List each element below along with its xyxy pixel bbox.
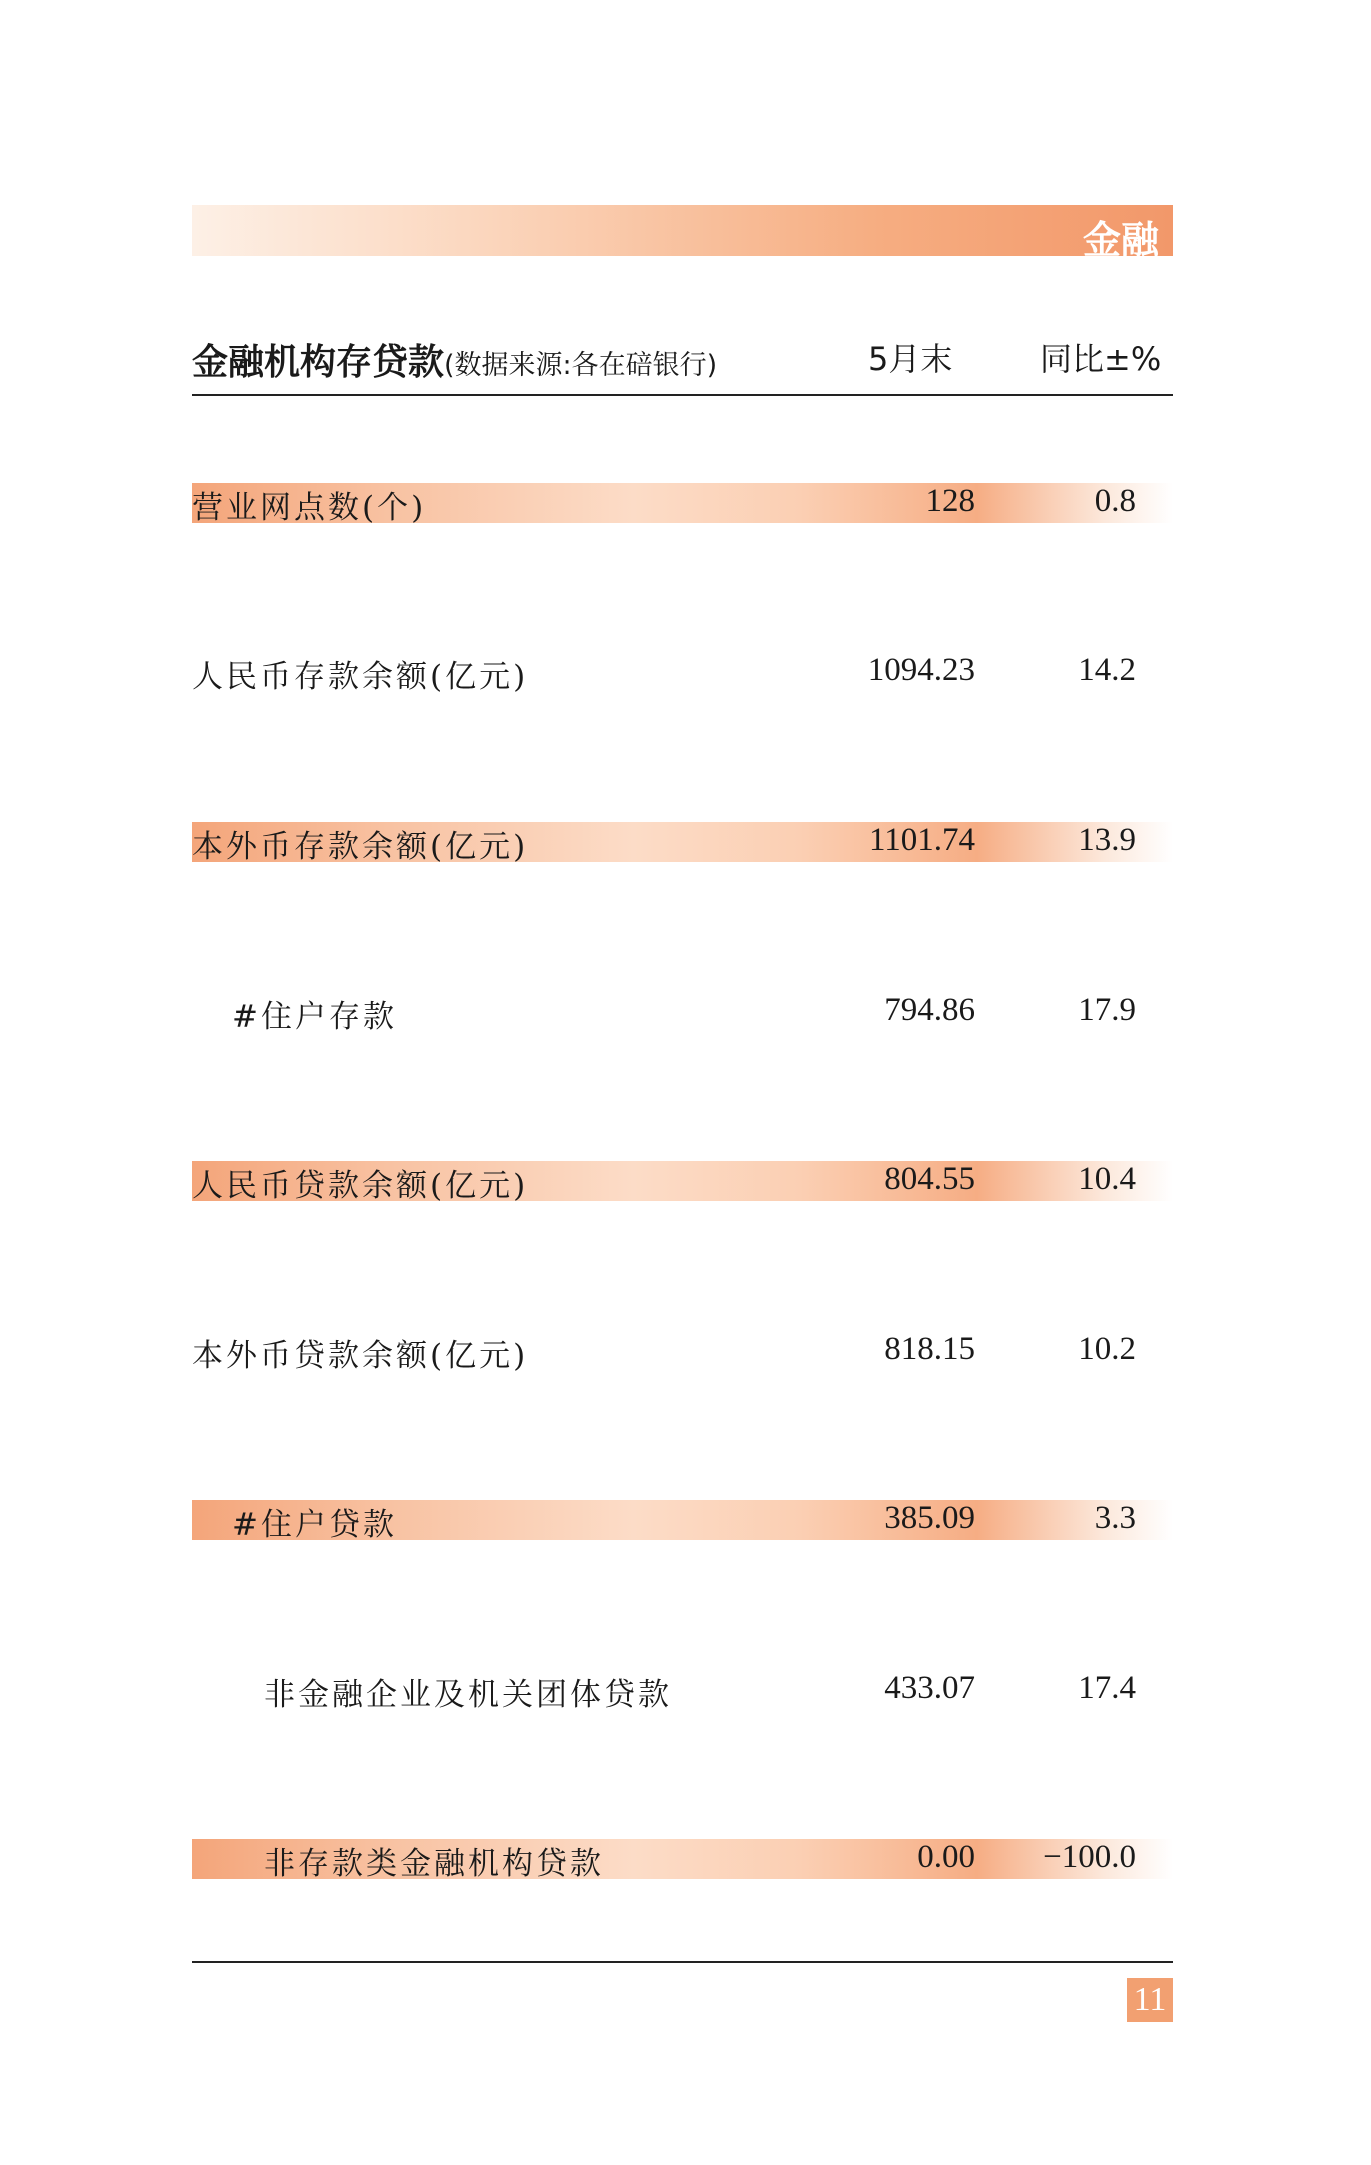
- footer-divider: [192, 1961, 1173, 1963]
- row-value: 0.00: [917, 1839, 975, 1875]
- row-change: −100.0: [1043, 1839, 1136, 1875]
- row-change: 10.2: [1078, 1331, 1136, 1367]
- row-label: #住户贷款: [232, 1507, 397, 1543]
- row-value: 794.86: [884, 992, 975, 1028]
- row-label: 本外币贷款余额(亿元): [192, 1338, 529, 1374]
- row-change: 17.4: [1078, 1670, 1136, 1706]
- row-change: 17.9: [1078, 992, 1136, 1028]
- row-value: 1094.23: [867, 652, 975, 688]
- table-title-text: 金融机构存贷款: [192, 342, 445, 383]
- row-label: 非存款类金融机构贷款: [264, 1846, 604, 1882]
- section-banner: [192, 205, 1173, 262]
- table-row: [192, 1161, 1173, 1204]
- page-number: 11: [1127, 1978, 1173, 2022]
- row-change: 14.2: [1078, 652, 1136, 688]
- table-row: [192, 1839, 1173, 1882]
- row-change: 10.4: [1078, 1161, 1136, 1197]
- column-header-value: 5月末: [868, 340, 953, 378]
- row-value: 385.09: [884, 1500, 975, 1536]
- row-label: 非金融企业及机关团体贷款: [264, 1677, 672, 1713]
- row-label: #住户存款: [232, 999, 397, 1035]
- section-title: 金融: [1082, 218, 1159, 262]
- table-row: [192, 483, 1173, 526]
- row-label: 本外币存款余额(亿元): [192, 829, 529, 865]
- row-label: 人民币存款余额(亿元): [192, 659, 529, 695]
- row-change: 0.8: [1094, 483, 1136, 519]
- row-value: 1101.74: [868, 822, 975, 858]
- source-note: (数据来源:各在碚银行): [444, 350, 718, 381]
- table-row: [192, 652, 1173, 695]
- table-header: [192, 332, 1173, 396]
- column-header-change: 同比±%: [1040, 340, 1162, 378]
- row-label: 营业网点数(个): [192, 490, 427, 526]
- table-row: [192, 992, 1173, 1035]
- table-row: [192, 1500, 1173, 1543]
- row-value: 433.07: [884, 1670, 975, 1706]
- row-label: 人民币贷款余额(亿元): [192, 1168, 529, 1204]
- row-change: 3.3: [1094, 1500, 1136, 1536]
- row-value: 804.55: [884, 1161, 975, 1197]
- row-value: 818.15: [884, 1331, 975, 1367]
- table-row: [192, 822, 1173, 865]
- row-value: 128: [925, 483, 975, 519]
- table-row: [192, 1331, 1173, 1374]
- table-row: [192, 1670, 1173, 1713]
- row-change: 13.9: [1078, 822, 1136, 858]
- table-title: [192, 334, 717, 385]
